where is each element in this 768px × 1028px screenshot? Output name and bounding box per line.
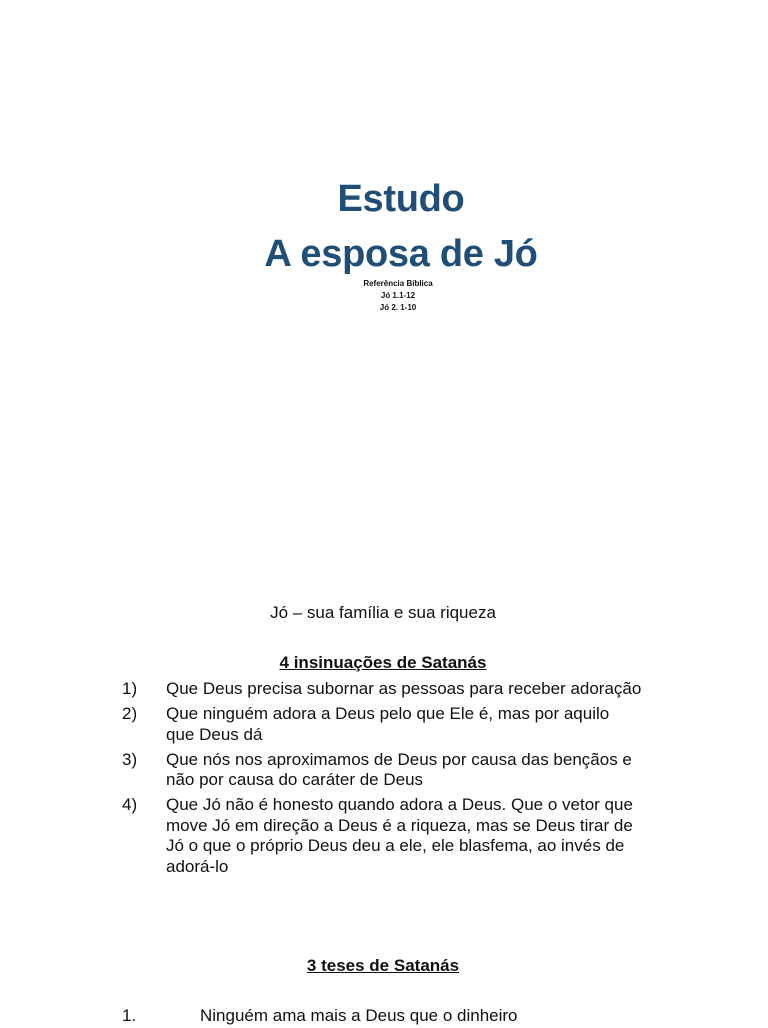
reference-label: Referência Bíblica bbox=[363, 279, 433, 288]
list-item-number: 2) bbox=[122, 704, 138, 723]
list-item bbox=[122, 1004, 682, 1028]
list-item bbox=[122, 704, 642, 745]
reference-2: Jó 2. 1-10 bbox=[379, 303, 417, 312]
list-item-text: Que nós nos aproximamos de Deus por causa das bençãos e não por causa do caráter de Deus bbox=[166, 749, 632, 789]
list-item-text: Ninguém ama mais a Deus que o dinheiro bbox=[200, 1006, 518, 1025]
list-item-number: 1. bbox=[122, 1006, 137, 1025]
theses-list bbox=[122, 1004, 682, 1028]
insinuations-list bbox=[122, 679, 642, 882]
title-line-1: Estudo bbox=[337, 178, 465, 220]
theses-heading: 3 teses de Satanás bbox=[306, 956, 460, 975]
insinuations-heading: 4 insinuações de Satanás bbox=[279, 653, 487, 672]
title-line-2: A esposa de Jó bbox=[264, 233, 538, 275]
list-item-text: Que ninguém adora a Deus pelo que Ele é, mas por aquilo que Deus dá bbox=[166, 704, 610, 744]
list-item-text: Que Deus precisa subornar as pessoas para receber adoração bbox=[166, 679, 642, 698]
list-item bbox=[122, 679, 642, 700]
list-item bbox=[122, 795, 642, 877]
list-item-number: 4) bbox=[122, 795, 138, 814]
reference-1: Jó 1.1-12 bbox=[380, 291, 416, 300]
document-title bbox=[0, 172, 768, 282]
list-item bbox=[122, 750, 642, 791]
list-item-number: 3) bbox=[122, 749, 138, 769]
list-item-text: Que Jó não é honesto quando adora a Deus. Que o vetor que move Jó em direção a Deus é a riqueza, mas se Deus tirar de Jó o que o próprio Deus deu a ele, ele blasfema, ao invés de adorá-lo bbox=[166, 795, 633, 876]
list-item-number: 1) bbox=[122, 679, 138, 698]
bible-reference bbox=[0, 278, 768, 314]
slide-subtitle: Jó – sua família e sua riqueza bbox=[270, 603, 496, 622]
